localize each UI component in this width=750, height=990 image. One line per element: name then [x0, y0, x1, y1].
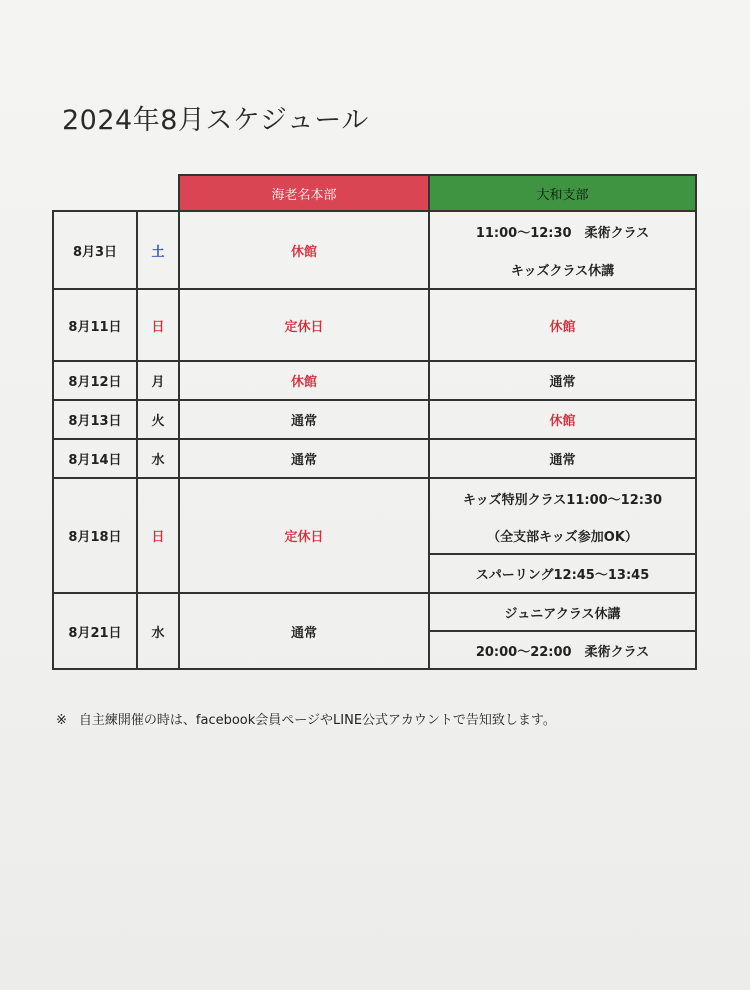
date-cell: 8月13日 [53, 400, 137, 439]
header-ebina: 海老名本部 [179, 175, 429, 211]
ebina-cell: 通常 [179, 593, 429, 669]
yamato-cell-line: スパーリング12:45〜13:45 [429, 554, 696, 593]
date-cell: 8月3日 [53, 211, 137, 289]
yamato-cell-line: ジュニアクラス休講 [429, 593, 696, 631]
ebina-cell: 定休日 [179, 289, 429, 361]
table-row [53, 593, 696, 631]
table-row [53, 289, 696, 361]
weekday-cell: 火 [137, 400, 179, 439]
weekday-cell: 土 [137, 211, 179, 289]
date-cell: 8月14日 [53, 439, 137, 478]
header-row [53, 175, 696, 211]
yamato-cell-line: 11:00〜12:30 柔術クラス [429, 211, 696, 250]
yamato-cell-line: （全支部キッズ参加OK） [429, 517, 696, 554]
page-title: 2024年8月スケジュール [62, 105, 369, 136]
date-cell: 8月12日 [53, 361, 137, 400]
note-text: 自主練開催の時は、facebook会員ページやLINE公式アカウントで告知致します。 [78, 713, 556, 728]
footnote [56, 709, 556, 728]
ebina-cell: 定休日 [179, 478, 429, 593]
yamato-cell-line: 20:00〜22:00 柔術クラス [429, 631, 696, 669]
yamato-cell-line: キッズ特別クラス11:00〜12:30 [429, 478, 696, 517]
ebina-cell: 通常 [179, 400, 429, 439]
yamato-cell: 通常 [429, 361, 696, 400]
date-cell: 8月11日 [53, 289, 137, 361]
yamato-cell-line: キッズクラス休講 [429, 250, 696, 289]
weekday-cell: 日 [137, 478, 179, 593]
yamato-cell: 休館 [429, 400, 696, 439]
date-cell: 8月18日 [53, 478, 137, 593]
weekday-cell: 水 [137, 593, 179, 669]
schedule-table [52, 174, 697, 670]
ebina-cell: 休館 [179, 361, 429, 400]
table-row [53, 361, 696, 400]
table-row [53, 478, 696, 517]
ebina-cell: 通常 [179, 439, 429, 478]
weekday-cell: 日 [137, 289, 179, 361]
weekday-cell: 水 [137, 439, 179, 478]
weekday-cell: 月 [137, 361, 179, 400]
ebina-cell: 休館 [179, 211, 429, 289]
table-row [53, 400, 696, 439]
yamato-cell: 休館 [429, 289, 696, 361]
note-mark: ※ [56, 713, 67, 728]
table-row [53, 211, 696, 250]
date-cell: 8月21日 [53, 593, 137, 669]
header-yamato: 大和支部 [429, 175, 696, 211]
table-row [53, 439, 696, 478]
yamato-cell: 通常 [429, 439, 696, 478]
